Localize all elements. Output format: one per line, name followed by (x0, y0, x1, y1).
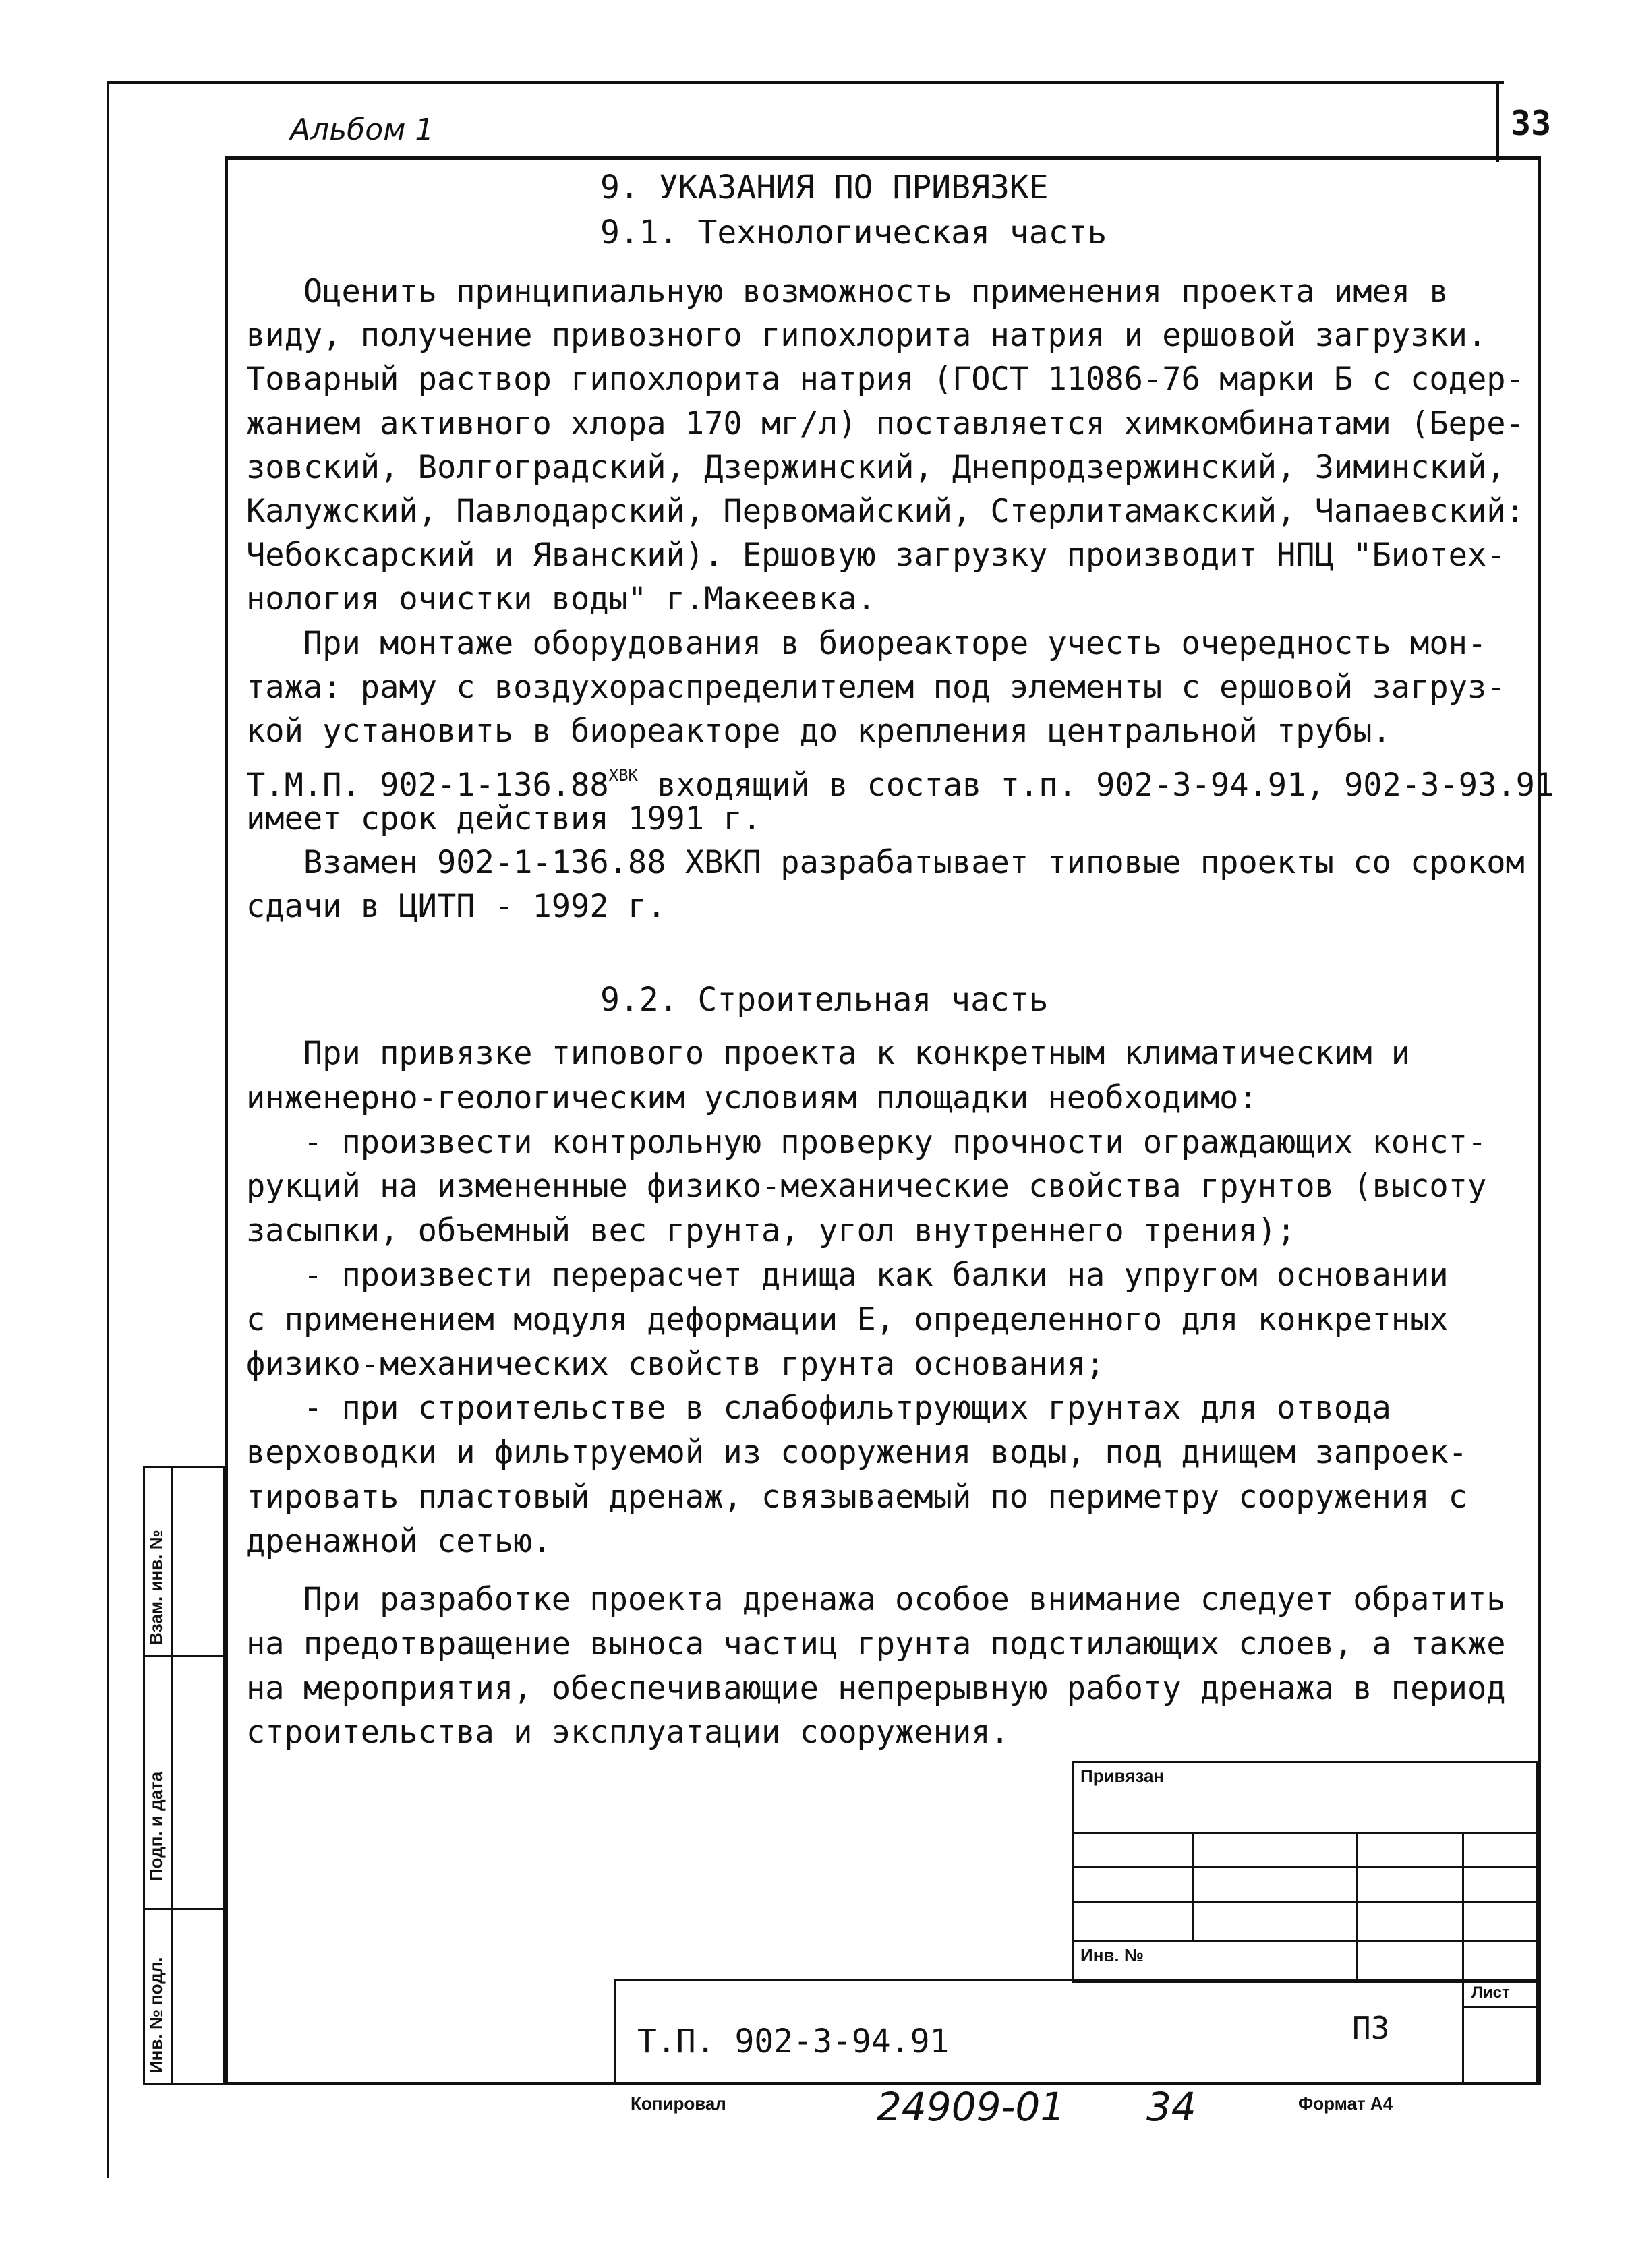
side-stamp-row1 (143, 1655, 225, 1657)
stamp-h2 (1072, 1866, 1538, 1868)
body-line: - произвести контрольную проверку прочности ограждающих конст- (246, 1123, 1487, 1161)
body-line: - произвести перерасчет днища как балки на упругом основании (246, 1257, 1449, 1294)
inner-frame-right (1538, 156, 1541, 2085)
stamp-sheet-divider (1462, 1979, 1464, 2085)
body-line: кой установить в биореакторе до крепления центральной трубы. (246, 713, 1391, 750)
stamp-sheet-label: Лист (1471, 1983, 1510, 2002)
body-line: инженерно-геологическим условиям площадки необходимо: (246, 1079, 1258, 1116)
stamp-inv-label: Инв. № (1080, 1945, 1144, 1965)
body-line: жанием активного хлора 170 мг/л) поставляется химкомбинатами (Бере- (246, 405, 1525, 442)
stamp-doc-code: Т.П. 902-3-94.91 (637, 2023, 950, 2060)
stamp-v1 (1192, 1832, 1194, 1940)
body-line: тажа: раму с воздухораспределителем под элементы с ершовой загруз- (246, 668, 1506, 706)
body-line: Чебоксарский и Яванский). Ершовую загрузку производит НПЦ "Биотех- (246, 537, 1506, 574)
body-line: с применением модуля деформации Е, определенного для конкретных (246, 1301, 1449, 1338)
sheet-corner-number: 33 (1511, 104, 1552, 143)
album-label: Альбом 1 (290, 113, 434, 147)
side-stamp-row2 (143, 1908, 225, 1910)
body-line: Калужский, Павлодарский, Первомайский, Стерлитамакский, Чапаевский: (246, 493, 1525, 530)
body-line: строительства и эксплуатации сооружения. (246, 1714, 1010, 1752)
body-line: на мероприятия, обеспечивающие непрерывную работу дренажа в период (246, 1669, 1506, 1707)
body-line: виду, получение привозного гипохлорита натрия и ершовой загрузки. (246, 317, 1487, 355)
side-stamp-vzam: Взам. инв. № (146, 1530, 166, 1645)
side-stamp-divider (171, 1466, 173, 2085)
footer-kopiroval: Копировал (631, 2093, 726, 2114)
body-line: Оценить принципиальную возможность применения проекта имея в (246, 273, 1449, 310)
body-line: тировать пластовый дренаж, связываемый по периметру сооружения с (246, 1479, 1467, 1516)
body-line: При привязке типового проекта к конкретным климатическим и (246, 1035, 1411, 1072)
subsection-1-title: 9.1. Технологическая часть (600, 214, 1107, 251)
side-stamp-inv-podl: Инв. № подл. (146, 1957, 166, 2073)
tmp-line-sup: ХВК (608, 766, 638, 785)
frame-left-line (107, 81, 109, 2178)
footer-number: 24909-01 (877, 2084, 1066, 2130)
body-line: - при строительстве в слабофильтрующих грунтах для отвода (246, 1390, 1391, 1427)
stamp-v3 (1462, 1832, 1464, 1983)
subsection-2-title: 9.2. Строительная часть (600, 981, 1049, 1019)
stamp-sheet-row (1462, 2006, 1538, 2008)
body-line: сдачи в ЦИТП - 1992 г. (246, 888, 666, 926)
body-line: При разработке проекта дренажа особое внимание следует обратить (246, 1581, 1506, 1618)
body-line: верховодки и фильтруемой из сооружения воды, под днищем запроек- (246, 1434, 1467, 1472)
stamp-h3 (1072, 1901, 1538, 1903)
body-line: нология очистки воды" г.Макеевка. (246, 580, 876, 618)
body-line: физико-механических свойств грунта основания; (246, 1345, 1105, 1383)
tmp-line-rest: входящий в состав т.п. 902-3-94.91, 902-3-93.91 (638, 767, 1554, 804)
body-line: зовский, Волгоградский, Дзержинский, Днепродзержинский, Зиминский, (246, 448, 1506, 486)
stamp-privyazan-label: Привязан (1080, 1766, 1165, 1786)
body-line: При монтаже оборудования в биореакторе учесть очередность мон- (246, 624, 1487, 662)
body-line: Товарный раствор гипохлорита натрия (ГОСТ 11086-76 марки Б с содер- (246, 361, 1525, 398)
frame-corner-line (1496, 81, 1499, 162)
frame-top-line (108, 81, 1504, 84)
body-line: дренажной сетью. (246, 1522, 552, 1560)
section-title: 9. УКАЗАНИЯ ПО ПРИВЯЗКЕ (600, 169, 1049, 206)
body-line: Взамен 902-1-136.88 ХВКП разрабатывает типовые проекты со сроком (246, 844, 1525, 882)
inner-frame-top (226, 156, 1541, 160)
tmp-line-prefix: Т.М.П. 902-1-136.88 (246, 767, 609, 804)
stamp-doc-type: ПЗ (1352, 2010, 1390, 2046)
body-line: на предотвращение выноса частиц грунта подстилающих слоев, а также (246, 1625, 1506, 1663)
stamp-v2 (1356, 1832, 1358, 1983)
side-stamp-podp: Подп. и дата (146, 1771, 166, 1881)
footer-format: Формат А4 (1298, 2093, 1393, 2114)
body-line: засыпки, объемный вес грунта, угол внутреннего трения); (246, 1212, 1296, 1250)
body-line: имеет срок действия 1991 г. (246, 800, 762, 837)
footer-page: 34 (1146, 2084, 1196, 2130)
stamp-h1 (1072, 1832, 1538, 1834)
body-line: рукций на измененные физико-механические свойства грунтов (высоту (246, 1168, 1487, 1205)
